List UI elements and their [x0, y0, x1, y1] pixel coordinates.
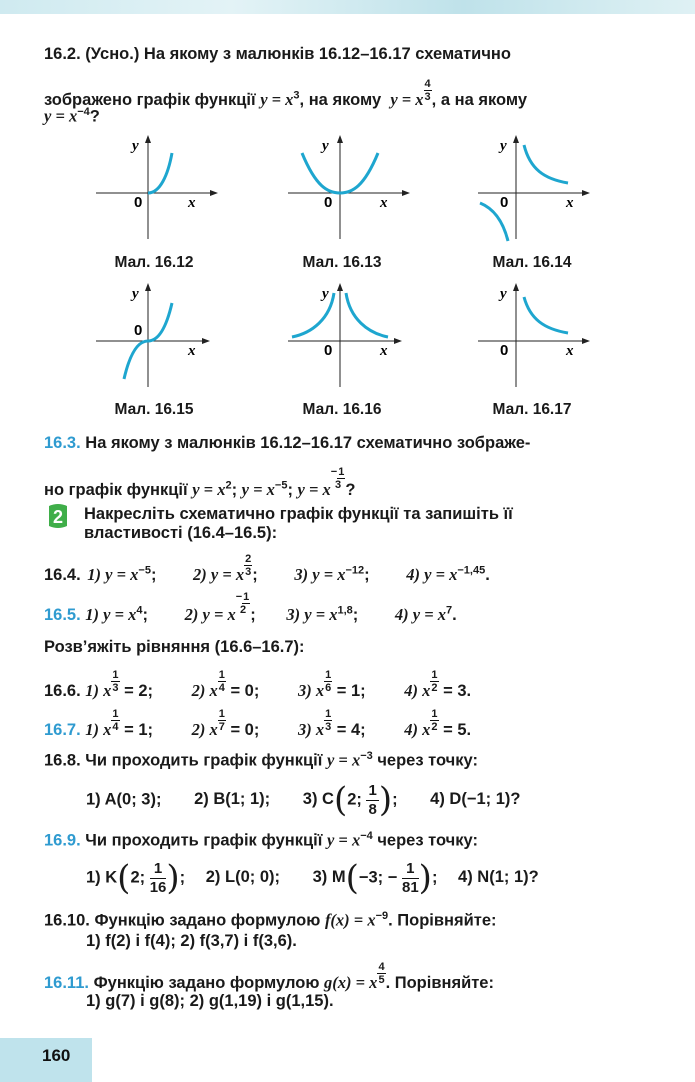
axis-x-label: x: [188, 343, 196, 359]
figure-caption: Мал. 16.15: [114, 401, 194, 418]
figure-caption: Мал. 16.17: [492, 401, 572, 418]
axis-y-label: y: [322, 138, 329, 154]
origin-label: 0: [324, 342, 333, 359]
section-header: Розв’яжіть рівняння (16.6–16.7):: [44, 638, 305, 656]
axis-x-label: x: [566, 343, 574, 359]
figure-16-17-graph: [472, 283, 602, 393]
figure-16-12-graph: [90, 135, 220, 245]
problem-16-9-line1: 16.9. Чи проходить графік функції $y = x^{-4}$ через точку:: [44, 830, 478, 850]
origin-label: 0: [324, 194, 333, 211]
problem-16-4: 16.4. 1) $y = x^{-5}$; 2) y = x $\frac{2}{3}$ ; 3) $y = x^{-12}$; 4) $y = x^{-1,45}$.: [44, 553, 490, 584]
axis-y-label: y: [322, 286, 329, 302]
origin-label: 0: [134, 322, 143, 339]
problem-16-9-points: 1) K(2; $\frac{1}{16}$); 2) L(0; 0); 3) M(−3; − $\frac{1}{81}$); 4) N(1; 1)?: [86, 858, 539, 898]
problem-16-2-line1: 16.2. (Усно.) На якому з малюнків 16.12–16.17 схематично: [44, 45, 511, 63]
axis-y-label: y: [500, 138, 507, 154]
problem-16-7: 16.7. 1) x $\frac{1}{4}$ = 1; 2) x $\frac{1}{7}$ = 0; 3) x $\frac{1}{3}$ = 4; 4) x $\frac{1}{2}$ = 5.: [44, 708, 472, 739]
axis-x-label: x: [566, 195, 574, 211]
top-decor-bar: [0, 0, 695, 14]
axis-x-label: x: [380, 343, 388, 359]
figure-16-14-graph: [472, 135, 602, 245]
problem-16-2-line2: зображено графік функції $y = x^3$, на якому y = x $\frac{4}{3}$ , а на якому: [44, 78, 528, 109]
axis-x-label: x: [380, 195, 388, 211]
problem-16-10-line1: 16.10. Функцію задано формулою $f(x) = x^{-9}$. Порівняйте:: [44, 910, 497, 930]
problem-16-3-line1: 16.3. На якому з малюнків 16.12–16.17 схематично зображе-: [44, 434, 531, 452]
problem-16-6: 16.6. 1) x $\frac{1}{3}$ = 2; 2) x $\frac{1}{4}$ = 0; 3) x $\frac{1}{6}$ = 1; 4) x $\frac{1}{2}$ = 3.: [44, 669, 472, 700]
origin-label: 0: [500, 342, 509, 359]
problem-16-10-line2: 1) f(2) і f(4); 2) f(3,7) і f(3,6).: [86, 932, 297, 950]
axis-y-label: y: [500, 286, 507, 302]
origin-label: 0: [500, 194, 509, 211]
problem-16-11-line2: 1) g(7) і g(8); 2) g(1,19) і g(1,15).: [86, 992, 334, 1010]
level2-line1: Накресліть схематично графік функції та запишіть її: [84, 505, 513, 523]
axis-y-label: y: [132, 286, 139, 302]
problem-16-8-line1: 16.8. Чи проходить графік функції $y = x^{-3}$ через точку:: [44, 750, 478, 770]
problem-16-3-line2: но графік функції $y = x^2$; $y = x^{-5}$; y = x−1 3 ?: [44, 466, 356, 499]
axis-x-label: x: [188, 195, 196, 211]
page-number: 160: [42, 1046, 71, 1065]
figure-caption: Мал. 16.12: [114, 254, 194, 271]
figure-caption: Мал. 16.16: [302, 401, 382, 418]
figure-16-16-graph: [282, 283, 412, 393]
problem-16-5: 16.5. 1) $y = x^4$; 2) y = x−1 2 ; 3) $y = x^{1,8}$; 4) $y = x^7$.: [44, 591, 457, 624]
svg-text:2: 2: [53, 507, 64, 527]
figure-16-13-graph: [282, 135, 412, 245]
problem-16-8-points: 1) A(0; 3); 2) B(1; 1); 3) C(2; $\frac{1}{8}$); 4) D(−1; 1)?: [86, 780, 521, 820]
problem-16-2-line3: $y = x^{-4}$?: [44, 106, 100, 126]
origin-label: 0: [134, 194, 143, 211]
axis-y-label: y: [132, 138, 139, 154]
level-badge: [46, 502, 70, 530]
level2-line2: властивості (16.4–16.5):: [84, 524, 278, 542]
problem-16-11-line1: 16.11. Функцію задано формулою g(x) = x $\frac{4}{5}$ . Порівняйте:: [44, 961, 494, 992]
figure-caption: Мал. 16.13: [302, 254, 382, 271]
figure-caption: Мал. 16.14: [492, 254, 572, 271]
figure-16-15-graph: [90, 283, 220, 393]
